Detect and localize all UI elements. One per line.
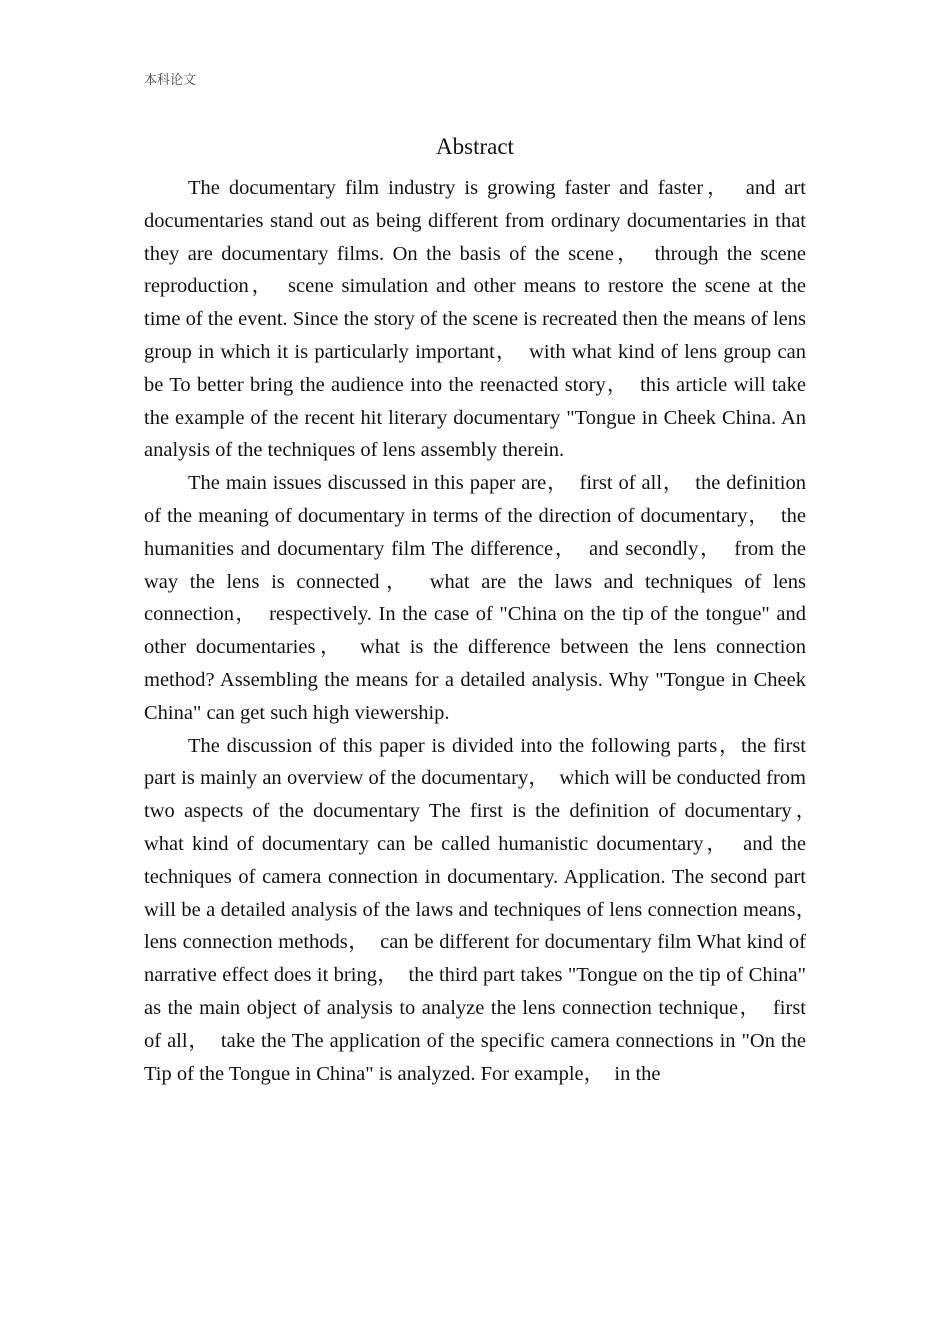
abstract-paragraph: The documentary film industry is growing faster and faster， and art documentaries stand out as being different from ordinary documentaries in that they are documentary films. On the basis of the scene， through the scene reproduction， scene simulation and other means to restore the scene at the time of the event. Since the story of the scene is recreated then the means of lens group in which it is particularly important， with what kind of lens group can be To better bring the audience into the reenacted story， this article will take the example of the recent hit literary documentary "Tongue in Cheek China. An analysis of the techniques of lens assembly therein. (144, 177, 806, 462)
abstract-body (144, 172, 827, 1090)
abstract-paragraph: The main issues discussed in this paper are， first of all， the definition of the meaning of documentary in terms of the direction of documentary， the humanities and documentary film The difference， and secondly， from the way the lens is connected， what are the laws and techniques of lens connection， respectively. In the case of "China on the tip of the tongue" and other documentaries， what is the difference between the lens connection method? Assembling the means for a detailed analysis. Why "Tongue in Cheek China" can get such high viewership. (144, 472, 806, 724)
abstract-paragraph: The discussion of this paper is divided into the following parts，the first part is mainly an overview of the documentary， which will be conducted from two aspects of the documentary The first is the definition of documentary， what kind of documentary can be called humanistic documentary， and the techniques of camera connection in documentary. Application. The second part will be a detailed analysis of the laws and techniques of lens connection means， lens connection methods， can be different for documentary film What kind of narrative effect does it bring， the third part takes "Tongue on the tip of China" as the main object of analysis to analyze the lens connection technique， first of all， take the The application of the specific camera connections in "On the Tip of the Tongue in China" is analyzed. For example， in the (144, 734, 827, 1085)
abstract-title: Abstract (436, 134, 514, 159)
running-header: 本科论文 (144, 73, 197, 88)
